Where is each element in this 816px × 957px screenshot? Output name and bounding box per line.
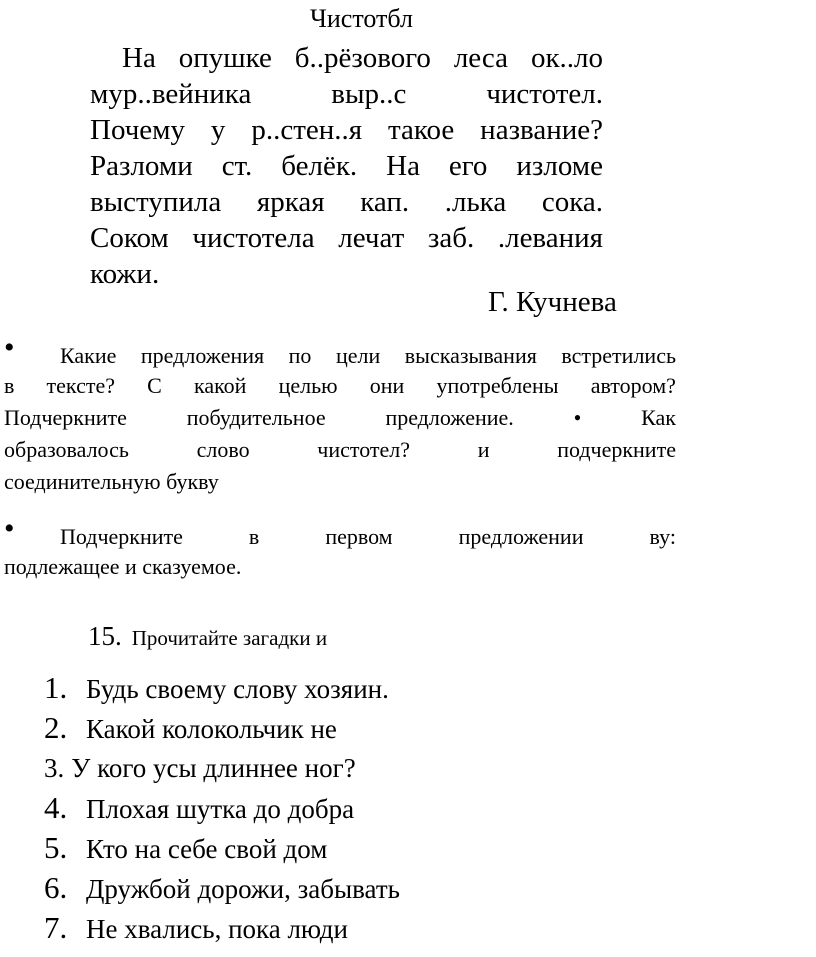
riddle-number: 2.	[44, 710, 68, 745]
word: название?	[480, 114, 603, 146]
word: побудительное	[186, 405, 326, 430]
list-item	[44, 668, 400, 708]
riddle-number: 5.	[44, 830, 68, 865]
word: подчеркните	[557, 437, 676, 462]
word: такое	[388, 114, 455, 146]
word: яркая	[256, 186, 325, 218]
question-line	[4, 402, 676, 434]
question-line	[4, 466, 676, 498]
word: кап.	[360, 186, 410, 218]
word: ст.	[221, 150, 253, 182]
word: букву	[166, 469, 219, 494]
word: выступила	[90, 186, 222, 218]
word: Как	[641, 405, 676, 430]
list-item	[44, 828, 400, 868]
word: леса	[453, 42, 508, 74]
list-item	[44, 868, 400, 908]
word: цели	[335, 343, 381, 368]
riddle-text: Дружбой дорожи, забывать	[86, 874, 400, 904]
word: предложении	[458, 524, 584, 549]
word: по	[288, 343, 312, 368]
word: чистотел?	[317, 437, 411, 462]
text-line	[90, 40, 603, 76]
task-number: 15.	[88, 621, 122, 651]
word: На	[386, 150, 420, 182]
riddle-text: Не хвались, пока люди	[86, 914, 348, 944]
task-heading	[88, 618, 327, 659]
word: в	[4, 373, 15, 398]
question-line	[4, 370, 676, 402]
word: сока.	[541, 186, 603, 218]
text-line	[90, 148, 603, 184]
word: предложение.	[385, 405, 514, 430]
riddle-number: 1.	[44, 670, 68, 705]
question-line	[4, 331, 676, 370]
word: чистотела	[192, 222, 315, 254]
word: изломе	[516, 150, 603, 182]
word: кожи.	[90, 258, 160, 290]
word: Подчеркните	[60, 524, 183, 549]
word: целью	[278, 373, 338, 398]
word: белёк.	[281, 150, 358, 182]
list-item	[44, 908, 400, 948]
word: чистотел.	[486, 78, 603, 110]
word: первом	[325, 524, 393, 549]
word: Соком	[90, 222, 169, 254]
word: соединительную	[4, 469, 161, 494]
word: образовалось	[4, 437, 129, 462]
word: опушке	[178, 42, 272, 74]
task-text: Прочитайте загадки и	[131, 626, 328, 650]
inline-bullet-icon: •	[573, 405, 582, 430]
word: употреблены	[436, 373, 559, 398]
riddle-text: У кого усы длиннее ног?	[71, 753, 356, 783]
word: .левания	[497, 222, 603, 254]
question-1	[4, 331, 676, 498]
word: встретились	[561, 343, 676, 368]
word: предложения	[140, 343, 265, 368]
word: р..стен..я	[251, 114, 363, 146]
word: Подчеркните	[4, 405, 127, 430]
dictation-text	[90, 40, 603, 292]
document-title: Чистотбл	[310, 4, 413, 33]
text-line	[90, 220, 603, 256]
text-author: Г. Кучнева	[488, 286, 617, 318]
word: автором?	[590, 373, 676, 398]
word: На	[122, 42, 156, 74]
question-2	[4, 512, 676, 583]
word: .лька	[444, 186, 507, 218]
word: слово	[196, 437, 250, 462]
word: Разломи	[90, 150, 193, 182]
word: его	[448, 150, 488, 182]
question-line	[4, 512, 676, 551]
word: лечат	[338, 222, 405, 254]
riddle-text: Какой колокольчик не	[86, 714, 337, 744]
word: ву:	[649, 524, 676, 549]
riddle-text: Кто на себе свой дом	[86, 834, 328, 864]
word: Какие	[60, 343, 117, 368]
word: они	[369, 373, 405, 398]
question-line	[4, 551, 676, 583]
riddle-number: 3.	[44, 753, 65, 783]
word: тексте?	[46, 373, 115, 398]
text-line	[90, 112, 603, 148]
riddle-text: Будь своему слову хозяин.	[86, 674, 389, 704]
bullet-icon: •	[4, 331, 15, 364]
word: выр..с	[331, 78, 407, 110]
riddle-number: 7.	[44, 910, 68, 945]
word: в	[248, 524, 260, 549]
word: и	[125, 554, 137, 579]
list-item	[44, 708, 400, 748]
word: высказывания	[404, 343, 537, 368]
text-line	[90, 76, 603, 112]
riddle-text: Плохая шутка до добра	[86, 794, 355, 824]
word: какой	[193, 373, 247, 398]
riddle-list	[44, 668, 400, 948]
word: сказуемое.	[142, 554, 242, 579]
word: С	[147, 373, 162, 398]
list-item	[44, 788, 400, 828]
word: мур..вейника	[90, 78, 252, 110]
bullet-icon: •	[4, 512, 15, 545]
riddle-number: 6.	[44, 870, 68, 905]
word: Почему	[90, 114, 186, 146]
word: заб.	[427, 222, 475, 254]
question-line	[4, 434, 676, 466]
word: и	[477, 437, 490, 462]
list-item	[44, 748, 400, 788]
word: ок..ло	[530, 42, 603, 74]
word: б..рёзового	[294, 42, 431, 74]
word: подлежащее	[4, 554, 120, 579]
word: у	[210, 114, 226, 146]
text-line	[90, 184, 603, 220]
riddle-number: 4.	[44, 790, 68, 825]
